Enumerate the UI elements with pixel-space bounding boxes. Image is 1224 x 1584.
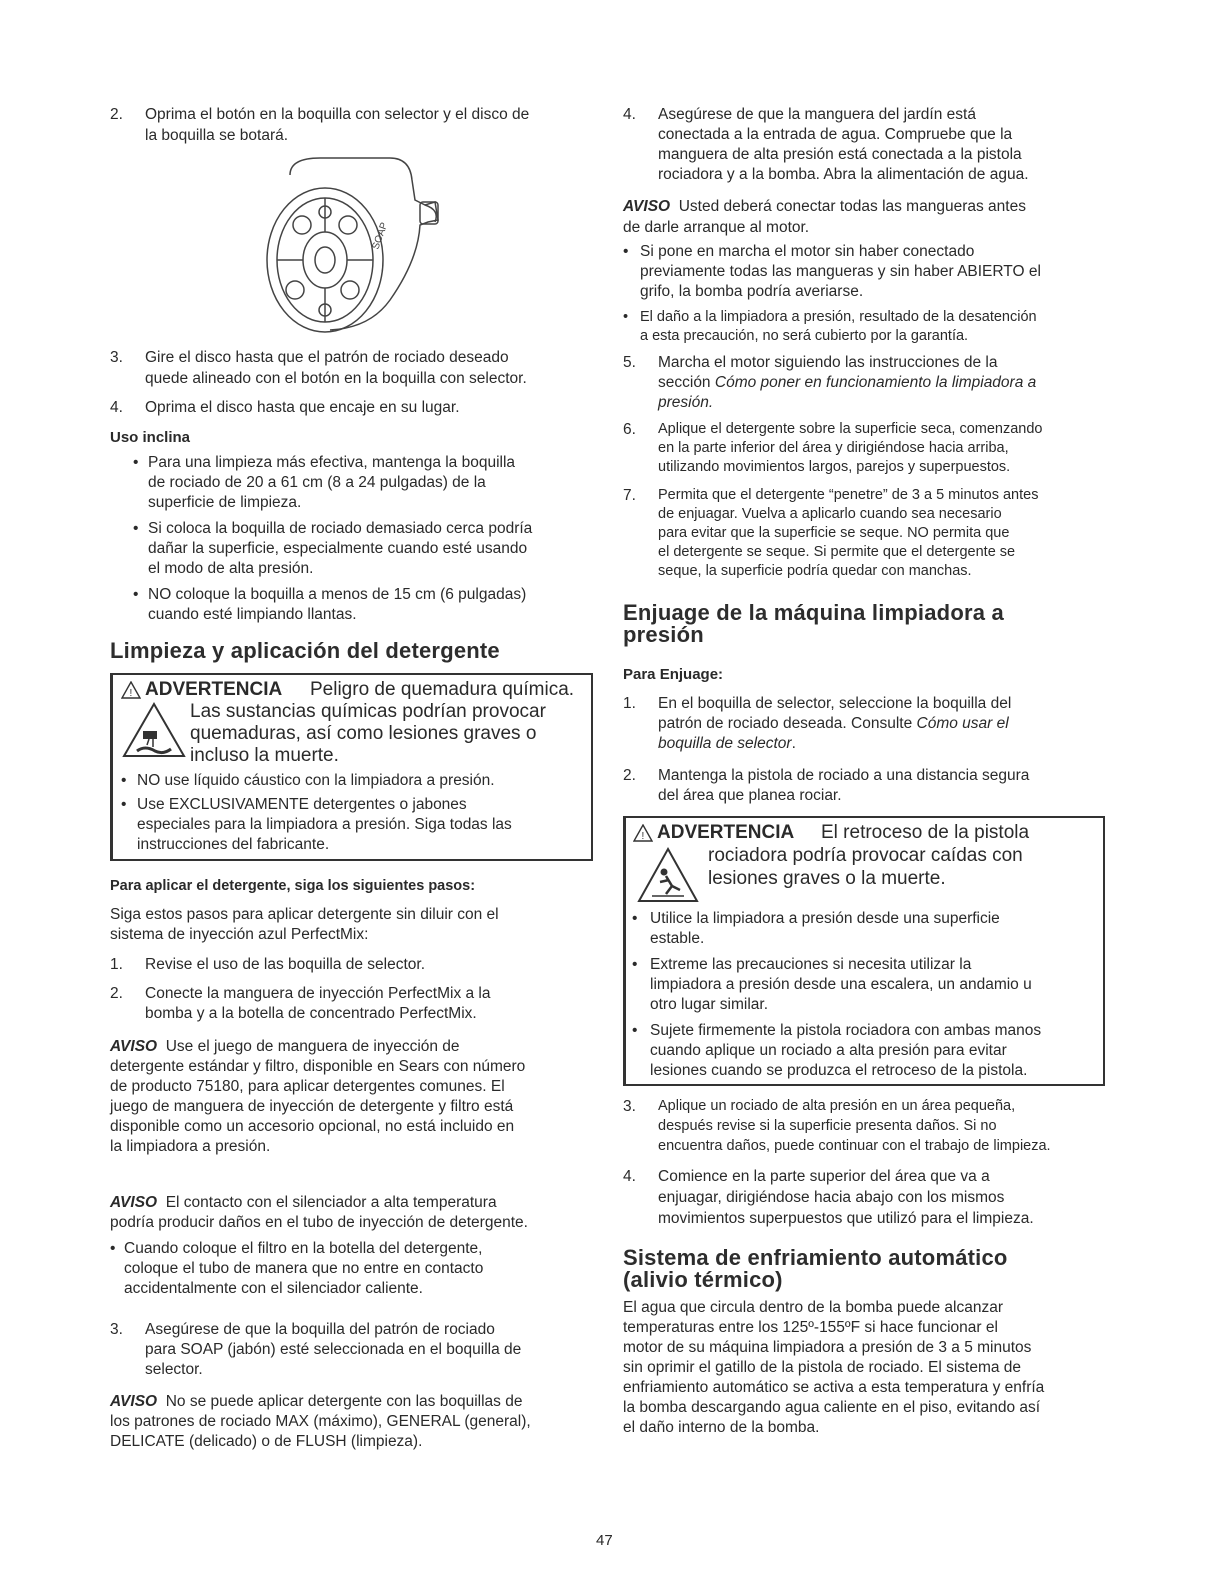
- step-text: para SOAP (jabón) esté seleccionada en el boquilla de: [145, 1341, 522, 1358]
- rinse-heading: Para Enjuage:: [623, 666, 724, 683]
- step-text: de enjuagar. Vuelva a aplicarlo cuando sea necesario: [658, 506, 1002, 522]
- step-text: Conecte la manguera de inyección PerfectMix a la: [145, 985, 491, 1002]
- bullet-text: Extreme las precauciones si necesita utilizar la: [650, 956, 972, 973]
- bullet-text: accidentalmente con el silenciador caliente.: [124, 1280, 423, 1297]
- aviso-label: AVISO: [110, 1393, 158, 1410]
- aviso-text: El contacto con el silenciador a alta temperatura: [165, 1194, 497, 1211]
- step-number: 4.: [110, 399, 123, 416]
- bullet-text: grifo, la bomba podría averiarse.: [640, 283, 864, 300]
- bullet-text: el modo de alta presión.: [148, 560, 314, 577]
- step-text: en la parte inferior del área y dirigiéndose hacia arriba,: [658, 440, 1009, 456]
- bullet: •: [623, 243, 629, 260]
- step-text: En el boquilla de selector, seleccione la boquilla del: [658, 695, 1012, 712]
- step-text: Oprima el botón en la boquilla con selector y el disco de: [145, 106, 530, 123]
- paragraph-text: El agua que circula dentro de la bomba puede alcanzar: [623, 1299, 1004, 1316]
- bullet-text: Para una limpieza más efectiva, mantenga la boquilla: [148, 454, 516, 471]
- warning-text: quemaduras, así como lesiones graves o: [190, 723, 537, 744]
- warning-title: ADVERTENCIA: [145, 679, 283, 700]
- bullet: •: [632, 910, 638, 927]
- step-text: después revise si la superficie presenta daños. Si no: [658, 1118, 997, 1134]
- aviso-paragraph: [110, 1193, 497, 1213]
- step-number: 3.: [110, 1321, 123, 1338]
- warning-triangle-icon: [121, 681, 141, 699]
- paragraph-text: enfriamiento automático se activa a esta temperatura y enfría: [623, 1379, 1045, 1396]
- paragraph-text: motor de su máquina limpiadora a presión de 3 a 5 minutos: [623, 1339, 1032, 1356]
- aviso-text: DELICATE (delicado) o de FLUSH (limpieza).: [110, 1433, 423, 1450]
- page-number: 47: [596, 1532, 613, 1549]
- step-text-italic: Cómo poner en funcionamiento la limpiadora a: [714, 374, 1037, 391]
- paragraph-text: Siga estos pasos para aplicar detergente sin diluir con el: [110, 906, 499, 923]
- chemical-burn-icon: [121, 701, 187, 759]
- bullet-text: Utilice la limpiadora a presión desde una superficie: [650, 910, 1000, 927]
- soap-label: SOAP: [370, 221, 391, 252]
- step-text: conectada a la entrada de agua. Compruebe que la: [658, 126, 1013, 143]
- bullet-text: Si pone en marcha el motor sin haber conectado: [640, 243, 975, 260]
- bullet-text: Use EXCLUSIVAMENTE detergentes o jabones: [137, 796, 467, 813]
- step-text: seque, la superficie podría quedar con manchas.: [658, 563, 972, 579]
- bullet-text: superficie de limpieza.: [148, 494, 302, 511]
- step-number: 1.: [623, 695, 636, 712]
- warning-box: [110, 673, 593, 861]
- bullet-text: especiales para la limpiadora a presión. Siga todas las: [137, 816, 512, 833]
- warning-triangle-icon: [633, 824, 653, 842]
- step-text: selector.: [145, 1361, 203, 1378]
- step-number: 4.: [623, 1168, 636, 1185]
- aviso-text: Usted deberá conectar todas las mangueras antes: [678, 198, 1026, 215]
- step-number: 2.: [110, 106, 123, 123]
- section-title: Limpieza y aplicación del detergente: [110, 638, 500, 663]
- bullet-text: estable.: [650, 930, 705, 947]
- bullet: •: [133, 586, 139, 603]
- section-title: (alivio térmico): [623, 1267, 783, 1292]
- step-text: enjuagar, dirigiéndose hacia abajo con los mismos: [658, 1189, 1005, 1206]
- bullet-text: instrucciones del fabricante.: [137, 836, 330, 853]
- section-title: presión: [623, 622, 704, 647]
- step-text: quede alineado con el botón en la boquilla con selector.: [145, 370, 527, 387]
- step-text-part: .: [791, 735, 796, 752]
- bullet-text: Cuando coloque el filtro en la botella del detergente,: [124, 1240, 483, 1257]
- step-text: [658, 714, 1009, 734]
- step-number: 3.: [623, 1098, 636, 1115]
- step-text: manguera de alta presión está conectada a la pistola: [658, 146, 1022, 163]
- step-text-italic: boquilla de selector: [658, 735, 792, 752]
- step-text: Revise el uso de las boquilla de selector.: [145, 956, 426, 973]
- bullet: •: [121, 796, 127, 813]
- step-text: Asegúrese de que la boquilla del patrón de rociado: [145, 1321, 495, 1338]
- step-text: movimientos superpuestos que utilizó para el limpieza.: [658, 1210, 1034, 1227]
- bullet-text: lesiones cuando se produzca el retroceso de la pistola.: [650, 1062, 1028, 1079]
- bullet: •: [632, 956, 638, 973]
- aviso-label: AVISO: [110, 1194, 158, 1211]
- bullet-text: Sujete firmemente la pistola rociadora con ambas manos: [650, 1022, 1042, 1039]
- svg-text:!: !: [129, 688, 133, 699]
- step-text: Aplique el detergente sobre la superficie seca, comenzando: [658, 421, 1043, 437]
- section-title: Enjuage de la máquina limpiadora a: [623, 600, 1004, 625]
- warning-text: rociadora podría provocar caídas con: [708, 845, 1023, 866]
- warning-text: Peligro de quemadura química.: [310, 679, 575, 700]
- step-text: utilizando movimientos largos, parejos y superpuestos.: [658, 459, 1011, 475]
- bullet: •: [623, 309, 629, 325]
- bullet: •: [110, 1240, 116, 1257]
- warning-text: El retroceso de la pistola: [821, 822, 1030, 843]
- step-text: Asegúrese de que la manguera del jardín está: [658, 106, 976, 123]
- step-text-part: sección: [658, 374, 715, 391]
- bullet: •: [133, 520, 139, 537]
- step-text: rociadora y a la bomba. Abra la alimentación de agua.: [658, 166, 1029, 183]
- step-text: bomba y a la botella de concentrado PerfectMix.: [145, 1005, 477, 1022]
- step-text-part: patrón de rociado deseada. Consulte: [658, 715, 917, 732]
- aviso-text: detergente estándar y filtro, disponible en Sears con número: [110, 1058, 526, 1075]
- section-title: Sistema de enfriamiento automático: [623, 1245, 1008, 1270]
- bullet-text: cuando esté limpiando llantas.: [148, 606, 357, 623]
- warning-text: incluso la muerte.: [190, 745, 339, 766]
- fall-hazard-icon: [636, 846, 700, 904]
- nozzle-illustration: [250, 150, 450, 340]
- step-text: Oprima el disco hasta que encaje en su lugar.: [145, 399, 460, 416]
- bullet: •: [121, 772, 127, 789]
- aviso-paragraph: [623, 197, 1026, 217]
- step-text: del área que planea rociar.: [658, 787, 842, 804]
- step-text: Marcha el motor siguiendo las instrucciones de la: [658, 354, 998, 371]
- bullet-text: NO coloque la boquilla a menos de 15 cm (6 pulgadas): [148, 586, 527, 603]
- step-text: la boquilla se botará.: [145, 127, 289, 144]
- step-text-italic: Cómo usar el: [916, 715, 1009, 732]
- bullet: •: [133, 454, 139, 471]
- paragraph-text: el daño interno de la bomba.: [623, 1419, 820, 1436]
- aviso-text: de producto 75180, para aplicar detergentes comunes. El: [110, 1078, 505, 1095]
- bullet-text: de rociado de 20 a 61 cm (8 a 24 pulgadas) de la: [148, 474, 486, 491]
- aviso-text: podría producir daños en el tubo de inyección de detergente.: [110, 1214, 528, 1231]
- bullet-text: El daño a la limpiadora a presión, resultado de la desatención: [640, 309, 1037, 325]
- warning-text: Las sustancias químicas podrían provocar: [190, 701, 546, 722]
- bullet-text: dañar la superficie, especialmente cuando esté usando: [148, 540, 528, 557]
- bullet-text: a esta precaución, no será cubierto por la garantía.: [640, 328, 969, 344]
- aviso-label: AVISO: [110, 1038, 158, 1055]
- step-text: Comience en la parte superior del área que va a: [658, 1168, 990, 1185]
- aviso-text: de darle arranque al motor.: [623, 219, 810, 236]
- step-text: el detergente se seque. Si permite que el detergente se: [658, 544, 1016, 560]
- step-number: 1.: [110, 956, 123, 973]
- warning-box: [623, 816, 1105, 1086]
- step-text: [658, 734, 796, 754]
- step-text: Aplique un rociado de alta presión en un área pequeña,: [658, 1098, 1016, 1114]
- step-number: 7.: [623, 487, 636, 504]
- warning-text: lesiones graves o la muerte.: [708, 868, 946, 889]
- bullet: •: [632, 1022, 638, 1039]
- step-number: 2.: [110, 985, 123, 1002]
- bullet-text: cuando aplique un rociado a alta presión para evitar: [650, 1042, 1007, 1059]
- svg-text:!: !: [641, 831, 645, 842]
- aviso-text: disponible como un accesorio opcional, no está incluido en: [110, 1118, 515, 1135]
- step-number: 6.: [623, 421, 636, 438]
- step-text: para evitar que la superficie se seque. NO permita que: [658, 525, 1010, 541]
- steps-heading: Para aplicar el detergente, siga los siguientes pasos:: [110, 878, 476, 894]
- warning-title: ADVERTENCIA: [657, 822, 795, 843]
- step-text: Mantenga la pistola de rociado a una distancia segura: [658, 767, 1030, 784]
- aviso-paragraph: [110, 1392, 522, 1412]
- aviso-text: No se puede aplicar detergente con las boquillas de: [165, 1393, 523, 1410]
- paragraph-text: la bomba descargando agua caliente en el piso, evitando así: [623, 1399, 1041, 1416]
- step-number: 4.: [623, 106, 636, 123]
- paragraph-text: sin oprimir el gatillo de la pistola de rociado. El sistema de: [623, 1359, 1022, 1376]
- step-number: 3.: [110, 349, 123, 366]
- paragraph-text: temperaturas entre los 125º-155ºF si hace funcionar el: [623, 1319, 998, 1336]
- step-text: [658, 373, 1036, 393]
- bullet-text: coloque el tubo de manera que no entre en contacto: [124, 1260, 484, 1277]
- aviso-text: Use el juego de manguera de inyección de: [165, 1038, 460, 1055]
- aviso-label: AVISO: [623, 198, 671, 215]
- step-number: 5.: [623, 354, 636, 371]
- aviso-text: juego de manguera de inyección de detergente y filtro está: [110, 1098, 514, 1115]
- paragraph-text: sistema de inyección azul PerfectMix:: [110, 926, 369, 943]
- step-text: encuentra daños, puede continuar con el trabajo de limpieza.: [658, 1138, 1051, 1154]
- step-text-italic: presión.: [658, 394, 714, 411]
- uso-heading: Uso inclina: [110, 429, 191, 446]
- bullet-text: otro lugar similar.: [650, 996, 769, 1013]
- bullet-text: previamente todas las mangueras y sin haber ABIERTO el: [640, 263, 1041, 280]
- bullet-text: NO use líquido cáustico con la limpiadora a presión.: [137, 772, 495, 789]
- bullet-text: limpiadora a presión desde una escalera, un andamio u: [650, 976, 1032, 993]
- aviso-paragraph: [110, 1037, 460, 1057]
- step-number: 2.: [623, 767, 636, 784]
- aviso-text: los patrones de rociado MAX (máximo), GENERAL (general),: [110, 1413, 531, 1430]
- bullet-text: Si coloca la boquilla de rociado demasiado cerca podría: [148, 520, 533, 537]
- step-text: Permita que el detergente “penetre” de 3 a 5 minutos antes: [658, 487, 1039, 503]
- step-text: Gire el disco hasta que el patrón de rociado deseado: [145, 349, 509, 366]
- aviso-text: la limpiadora a presión.: [110, 1138, 271, 1155]
